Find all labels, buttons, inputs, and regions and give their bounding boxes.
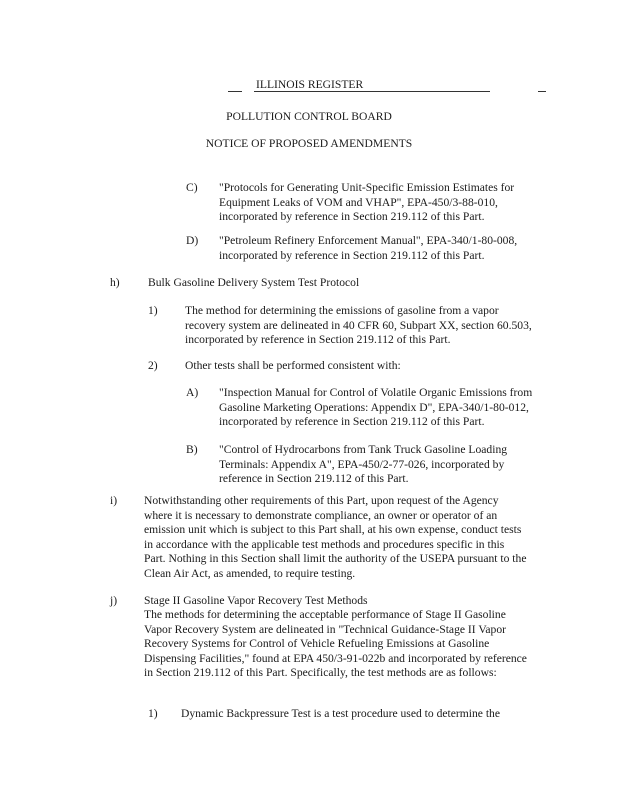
item-text-b: "Control of Hydrocarbons from Tank Truck Gasoline Loading Terminals: Appendix A", EPA-450/2-77-026, incorporated by reference in Section 219.112 of this Part.: [219, 443, 508, 486]
item-label-b: B): [186, 443, 198, 456]
item-text-c: "Protocols for Generating Unit-Specific Emission Estimates for Equipment Leaks of VOM and VHAP", EPA-450/3-88-010, incorporated by reference in Section 219.112 of this Part.: [219, 181, 515, 224]
item-label-h2: 2): [148, 359, 158, 372]
item-text-h1: The method for determining the emissions of gasoline from a vapor recovery system are delineated in 40 CFR 60, Subpart XX, section 60.503, incorporated by reference in Section 219.112 of this Part.: [185, 304, 532, 347]
item-text-i: Notwithstanding other requirements of this Part, upon request of the Agency where it is necessary to demonstrate compliance, an owner or operator of an emission unit which is subject to this Part shall, at his own expense, conduct tests in accordance with the applicable test methods and procedures specific in this Part. Nothing in this Section shall limit the authority of the USEPA pursuant to the Clean Air Act, as amended, to require testing.: [144, 494, 527, 580]
item-label-a: A): [186, 386, 199, 399]
item-label-h: h): [110, 276, 120, 289]
item-label-j1: 1): [148, 707, 158, 720]
item-label-h1: 1): [148, 304, 158, 317]
header-rule-right: [538, 91, 546, 92]
item-text-h: Bulk Gasoline Delivery System Test Protocol: [148, 276, 360, 289]
item-text-j: The methods for determining the acceptable performance of Stage II Gasoline Vapor Recovery System are delineated in "Technical Guidance-Stage II Vapor Recovery Systems for Control of Vehicle Refueling Emissions at Gasoline Dispensing Facilities," found at EPA 450/3-91-022b and incorporated by reference in Section 219.112 of this Part. Specifically, the test methods are as follows:: [144, 608, 527, 680]
header-rule-left: [228, 91, 242, 92]
item-label-d: D): [186, 234, 199, 247]
item-label-i: i): [110, 494, 118, 507]
item-text-a: "Inspection Manual for Control of Volatile Organic Emissions from Gasoline Marketing Operations: Appendix D", EPA-340/1-80-012, incorporated by reference in Section 219.112 of this Part.: [219, 386, 533, 429]
item-heading-j: Stage II Gasoline Vapor Recovery Test Methods: [144, 594, 368, 607]
notice-title: NOTICE OF PROPOSED AMENDMENTS: [205, 137, 413, 150]
register-title: ILLINOIS REGISTER: [256, 78, 364, 91]
item-text-h2: Other tests shall be performed consistent with:: [185, 359, 401, 372]
item-text-j1: Dynamic Backpressure Test is a test procedure used to determine the: [181, 707, 500, 720]
item-text-d: "Petroleum Refinery Enforcement Manual", EPA-340/1-80-008, incorporated by reference in Section 219.112 of this Part.: [219, 234, 518, 262]
board-name: POLLUTION CONTROL BOARD: [226, 110, 392, 123]
item-label-j: j): [110, 594, 118, 607]
item-label-c: C): [186, 181, 198, 194]
